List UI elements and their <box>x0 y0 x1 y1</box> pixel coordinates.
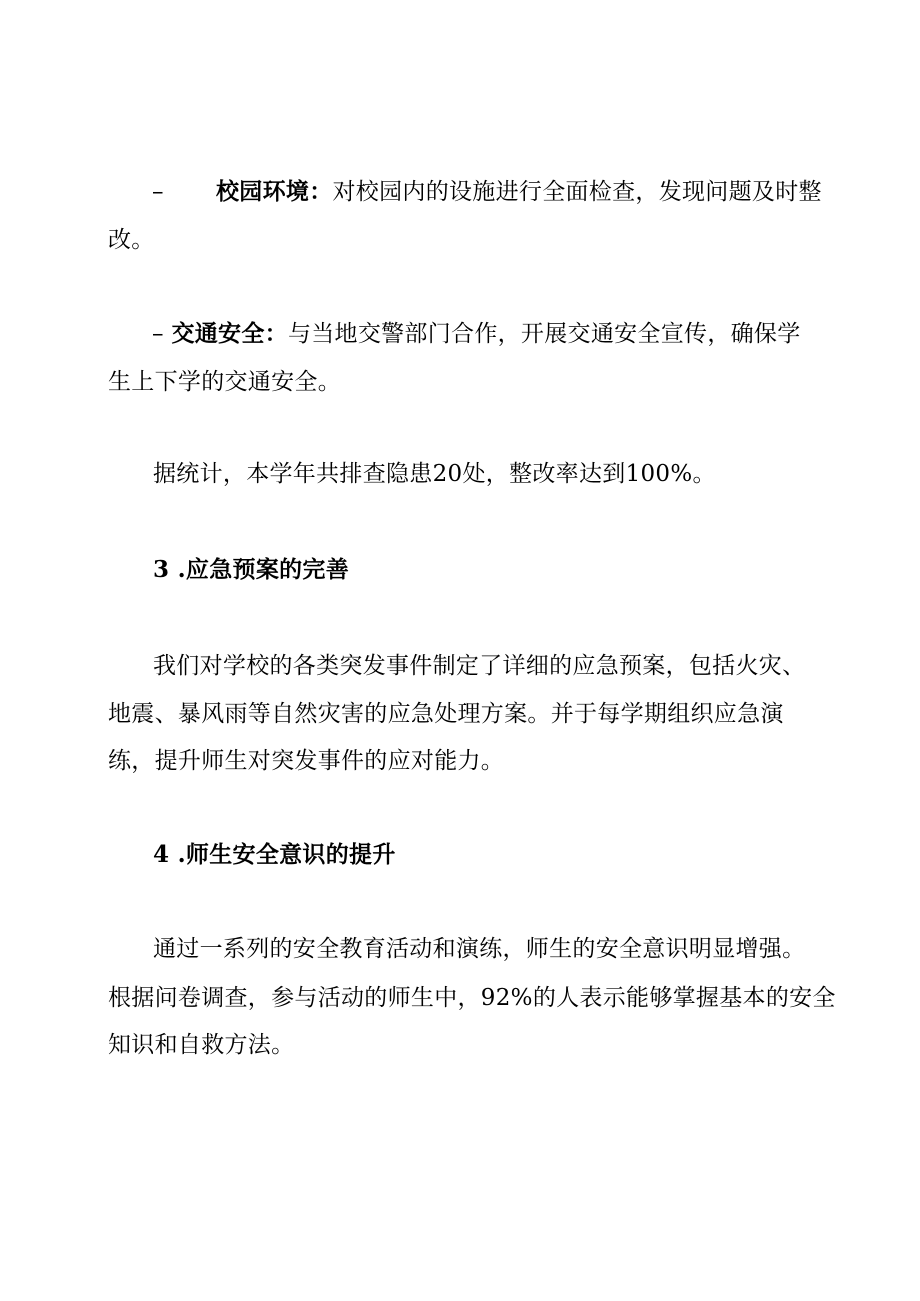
list-item-text: 与当地交警部门合作，开展交通安全宣传，确保学 <box>287 321 801 347</box>
list-item-label: 校园环境： <box>216 178 333 205</box>
section-heading: 3 .应急预案的完善 <box>153 556 350 583</box>
list-item-line <box>152 318 801 350</box>
list-item-line <box>216 176 822 208</box>
list-item-text: 对校园内的设施进行全面检查，发现问题及时整 <box>332 179 822 205</box>
list-dash: – <box>152 179 164 205</box>
paragraph-line: 地震、暴风雨等自然灾害的应急处理方案。并于每学期组织应急演 <box>108 701 784 727</box>
list-item-continuation: 改。 <box>108 227 155 253</box>
list-item-label: 交通安全： <box>171 320 288 347</box>
paragraph-line: 通过一系列的安全教育活动和演练，师生的安全意识明显增强。 <box>153 936 806 962</box>
statistic-paragraph: 据统计，本学年共排查隐患20处，整改率达到100%。 <box>153 461 716 487</box>
list-dash: – <box>152 321 164 347</box>
list-item-continuation: 生上下学的交通安全。 <box>108 369 341 395</box>
paragraph-line: 练，提升师生对突发事件的应对能力。 <box>108 748 505 774</box>
paragraph-line: 根据问卷调查，参与活动的师生中，92%的人表示能够掌握基本的安全 <box>108 985 836 1011</box>
paragraph-line: 我们对学校的各类突发事件制定了详细的应急预案，包括火灾、 <box>153 653 806 679</box>
section-heading: 4 .师生安全意识的提升 <box>153 841 396 868</box>
paragraph-line: 知识和自救方法。 <box>108 1032 295 1058</box>
